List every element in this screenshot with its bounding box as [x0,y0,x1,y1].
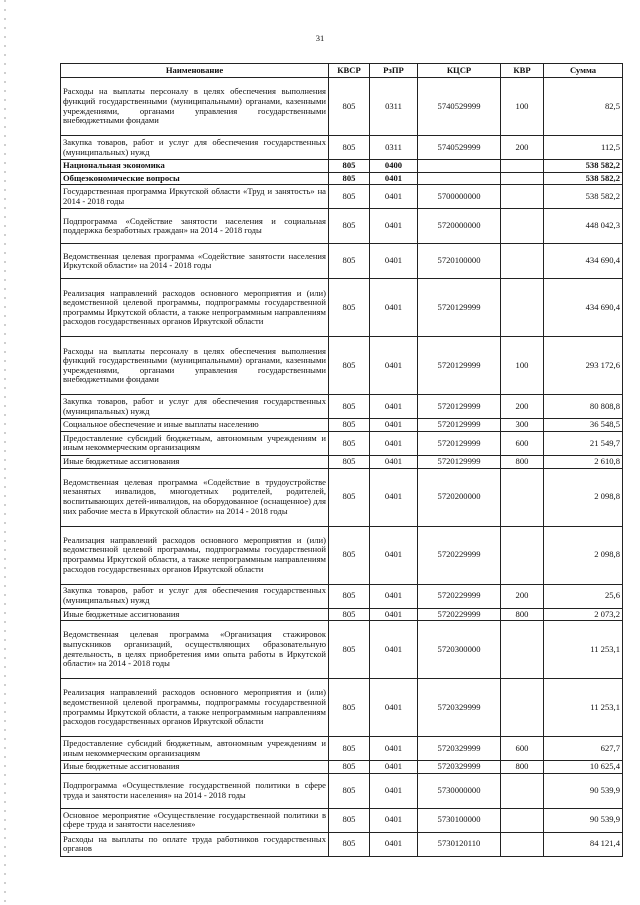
row-kvr: 600 [501,431,544,455]
row-kvsr: 805 [329,679,370,737]
row-name: Основное мероприятие «Осуществление государственной политики в сфере труда и занятости населения» [61,808,329,832]
row-kcsr: 5720329999 [418,761,501,774]
header-kvr: КВР [501,64,544,78]
row-kvr [501,468,544,526]
row-kvsr: 805 [329,209,370,244]
row-kcsr: 5730120110 [418,832,501,856]
row-kvsr: 805 [329,431,370,455]
page-number: 31 [315,33,325,43]
row-kcsr: 5720129999 [418,395,501,419]
row-sum: 80 808,8 [544,395,623,419]
table-row [61,395,623,419]
table-row [61,78,623,136]
row-kvsr: 805 [329,584,370,608]
row-kvsr: 805 [329,621,370,679]
row-kvr [501,526,544,584]
row-sum: 36 548,5 [544,419,623,432]
row-sum: 25,6 [544,584,623,608]
row-kcsr [418,160,501,173]
row-kvsr: 805 [329,526,370,584]
row-kvr [501,832,544,856]
row-kvsr: 805 [329,279,370,337]
row-rzpr: 0401 [370,808,418,832]
row-kvr: 800 [501,761,544,774]
row-kcsr: 5720300000 [418,621,501,679]
row-kvr [501,160,544,173]
row-kvr [501,279,544,337]
row-kcsr [418,172,501,185]
row-rzpr: 0401 [370,279,418,337]
table-row [61,185,623,209]
row-kvr [501,773,544,808]
row-kvsr: 805 [329,455,370,468]
row-sum: 434 690,4 [544,279,623,337]
row-kvr [501,209,544,244]
row-name: Иные бюджетные ассигнования [61,608,329,621]
row-kvsr: 805 [329,832,370,856]
row-sum: 627,7 [544,737,623,761]
row-kcsr: 5740529999 [418,136,501,160]
row-sum: 434 690,4 [544,244,623,279]
row-sum: 293 172,6 [544,337,623,395]
row-kvsr: 805 [329,172,370,185]
table-row [61,761,623,774]
table-row [61,679,623,737]
row-name: Подпрограмма «Осуществление государственной политики в сфере труда и занятости населения» на 2014 - 2018 годы [61,773,329,808]
table-row [61,608,623,621]
table-row [61,209,623,244]
row-name: Государственная программа Иркутской области «Труд и занятость» на 2014 - 2018 годы [61,185,329,209]
row-rzpr: 0401 [370,737,418,761]
row-kcsr: 5720000000 [418,209,501,244]
row-name: Иные бюджетные ассигнования [61,455,329,468]
row-name: Социальное обеспечение и иные выплаты населению [61,419,329,432]
row-kvsr: 805 [329,808,370,832]
row-name: Реализация направлений расходов основного мероприятия и (или) ведомственной целевой программы, подпрограммы государственной программы Иркутской области, а также непрограммным направлениям расходов государственных органов Иркутской области [61,679,329,737]
row-kcsr: 5720229999 [418,526,501,584]
row-kcsr: 5720229999 [418,608,501,621]
row-kvsr: 805 [329,395,370,419]
row-name: Предоставление субсидий бюджетным, автономным учреждениям и иным некоммерческим организациям [61,737,329,761]
row-kcsr: 5720100000 [418,244,501,279]
row-rzpr: 0401 [370,679,418,737]
table-row [61,337,623,395]
row-kvr [501,172,544,185]
row-kcsr: 5720129999 [418,337,501,395]
table-row [61,832,623,856]
row-kvr [501,679,544,737]
row-sum: 90 539,9 [544,773,623,808]
row-name: Ведомственная целевая программа «Содействие в трудоустройстве незанятых инвалидов, многодетных родителей, родителей, воспитывающих детей-инвалидов, на оборудованное (оснащенное) для них рабочие места в Иркутской области» на 2014 - 2018 годы [61,468,329,526]
row-rzpr: 0401 [370,468,418,526]
table-row [61,136,623,160]
row-kvr: 300 [501,419,544,432]
row-rzpr: 0401 [370,244,418,279]
row-rzpr: 0401 [370,455,418,468]
table-row [61,431,623,455]
row-sum: 2 098,8 [544,468,623,526]
row-name: Закупка товаров, работ и услуг для обеспечения государственных (муниципальных) нужд [61,395,329,419]
row-rzpr: 0401 [370,584,418,608]
row-kcsr: 5700000000 [418,185,501,209]
row-kvr [501,621,544,679]
row-kcsr: 5720129999 [418,419,501,432]
row-name: Иные бюджетные ассигнования [61,761,329,774]
table-row [61,419,623,432]
row-rzpr: 0401 [370,337,418,395]
header-kvsr: КВСР [329,64,370,78]
row-sum: 2 098,8 [544,526,623,584]
row-name: Общеэкономические вопросы [61,172,329,185]
budget-table [60,63,623,857]
row-rzpr: 0401 [370,431,418,455]
table-row [61,160,623,173]
row-sum: 10 625,4 [544,761,623,774]
row-sum: 21 549,7 [544,431,623,455]
table-row [61,584,623,608]
row-rzpr: 0401 [370,832,418,856]
row-kvsr: 805 [329,244,370,279]
scan-margin-marks [4,0,6,905]
row-kcsr: 5740529999 [418,78,501,136]
row-rzpr: 0400 [370,160,418,173]
table-row [61,279,623,337]
row-kvsr: 805 [329,468,370,526]
table-row [61,737,623,761]
row-rzpr: 0401 [370,395,418,419]
table-row [61,773,623,808]
row-sum: 2 610,8 [544,455,623,468]
row-kcsr: 5720329999 [418,679,501,737]
table-header-row [61,64,623,78]
row-kvr [501,244,544,279]
row-rzpr: 0401 [370,526,418,584]
row-name: Ведомственная целевая программа «Содействие занятости населения Иркутской области» на 2014 - 2018 годы [61,244,329,279]
row-sum: 82,5 [544,78,623,136]
table-row [61,621,623,679]
row-kcsr: 5720329999 [418,737,501,761]
table-row [61,808,623,832]
row-kvr: 600 [501,737,544,761]
row-name: Ведомственная целевая программа «Организация стажировок выпускников организаций, осуществляющих образовательную деятельность, в целях приобретения ими опыта работы в Иркутской области» на 2014 - 2018 годы [61,621,329,679]
row-name: Предоставление субсидий бюджетным, автономным учреждениям и иным некоммерческим организациям [61,431,329,455]
row-rzpr: 0401 [370,172,418,185]
row-rzpr: 0401 [370,608,418,621]
row-kvsr: 805 [329,761,370,774]
row-name: Закупка товаров, работ и услуг для обеспечения государственных (муниципальных) нужд [61,136,329,160]
row-name: Национальная экономика [61,160,329,173]
row-kcsr: 5720129999 [418,279,501,337]
row-kvr: 200 [501,584,544,608]
row-kcsr: 5720129999 [418,455,501,468]
table-row [61,468,623,526]
row-name: Расходы на выплаты персоналу в целях обеспечения выполнения функций государственными (муниципальными) органами, казенными учреждениями, органами управления государственными внебюджетными фондами [61,78,329,136]
row-kvr: 100 [501,78,544,136]
row-name: Закупка товаров, работ и услуг для обеспечения государственных (муниципальных) нужд [61,584,329,608]
row-kcsr: 5730000000 [418,773,501,808]
row-sum: 538 582,2 [544,185,623,209]
row-rzpr: 0401 [370,621,418,679]
row-sum: 11 253,1 [544,679,623,737]
row-kvsr: 805 [329,78,370,136]
table-row [61,526,623,584]
row-kvsr: 805 [329,773,370,808]
row-kvr [501,808,544,832]
row-sum: 538 582,2 [544,160,623,173]
header-rzpr: РзПР [370,64,418,78]
row-kvsr: 805 [329,608,370,621]
table-row [61,172,623,185]
header-kcsr: КЦСР [418,64,501,78]
row-name: Подпрограмма «Содействие занятости населения и социальная поддержка безработных граждан» на 2014 - 2018 годы [61,209,329,244]
row-kvsr: 805 [329,160,370,173]
row-kvsr: 805 [329,337,370,395]
row-kvsr: 805 [329,185,370,209]
row-kvr: 200 [501,395,544,419]
row-name: Расходы на выплаты персоналу в целях обеспечения выполнения функций государственными (муниципальными) органами, казенными учреждениями, органами управления государственными внебюджетными фондами [61,337,329,395]
row-rzpr: 0311 [370,136,418,160]
row-kcsr: 5720129999 [418,431,501,455]
row-name: Расходы на выплаты по оплате труда работников государственных органов [61,832,329,856]
row-sum: 2 073,2 [544,608,623,621]
row-kcsr: 5720200000 [418,468,501,526]
row-rzpr: 0311 [370,78,418,136]
row-rzpr: 0401 [370,209,418,244]
row-name: Реализация направлений расходов основного мероприятия и (или) ведомственной целевой программы, подпрограммы государственной программы Иркутской области, а также непрограммным направлениям расходов государственных органов Иркутской области [61,526,329,584]
table-row [61,244,623,279]
row-kcsr: 5730100000 [418,808,501,832]
row-sum: 11 253,1 [544,621,623,679]
row-sum: 84 121,4 [544,832,623,856]
row-kvr: 200 [501,136,544,160]
row-name: Реализация направлений расходов основного мероприятия и (или) ведомственной целевой программы, подпрограммы государственной программы Иркутской области, а также непрограммным направлениям расходов государственных органов Иркутской области [61,279,329,337]
row-rzpr: 0401 [370,185,418,209]
row-kvr: 800 [501,455,544,468]
header-sum: Сумма [544,64,623,78]
row-kvsr: 805 [329,737,370,761]
row-sum: 448 042,3 [544,209,623,244]
row-kcsr: 5720229999 [418,584,501,608]
row-rzpr: 0401 [370,761,418,774]
table-body [61,78,623,857]
row-sum: 112,5 [544,136,623,160]
row-rzpr: 0401 [370,773,418,808]
row-kvsr: 805 [329,136,370,160]
row-sum: 90 539,9 [544,808,623,832]
row-rzpr: 0401 [370,419,418,432]
row-kvr: 100 [501,337,544,395]
table-row [61,455,623,468]
row-kvr: 800 [501,608,544,621]
row-sum: 538 582,2 [544,172,623,185]
header-name: Наименование [61,64,329,78]
row-kvr [501,185,544,209]
row-kvsr: 805 [329,419,370,432]
